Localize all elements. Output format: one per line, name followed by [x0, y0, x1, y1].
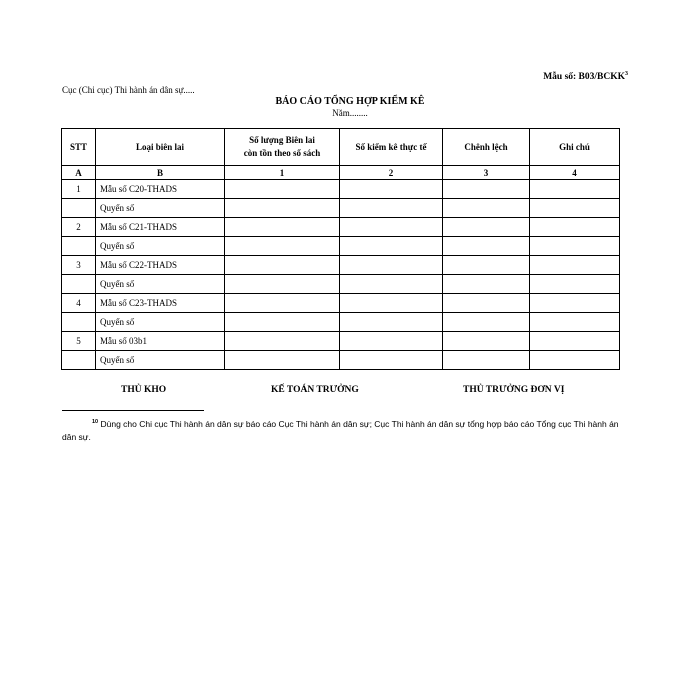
row-notes	[530, 256, 620, 275]
row-receipt-type: Quyển số	[96, 237, 225, 256]
row-stt	[62, 199, 96, 218]
table-row	[62, 199, 620, 218]
footnote-text: Dùng cho Chi cục Thi hành án dân sự báo cáo Cục Thi hành án dân sự; Cục Thi hành án dân sự tổng hợp báo cáo Tổng cục Thi hành án dân sự.	[62, 418, 619, 442]
row-actual-count	[340, 332, 443, 351]
row-book-balance	[225, 180, 340, 199]
header-difference: Chênh lệch	[443, 129, 530, 166]
row-receipt-type: Mẫu số C23-THADS	[96, 294, 225, 313]
row-book-balance	[225, 218, 340, 237]
row-difference	[443, 199, 530, 218]
row-notes	[530, 294, 620, 313]
row-actual-count	[340, 351, 443, 370]
row-difference	[443, 275, 530, 294]
table-row	[62, 218, 620, 237]
row-actual-count	[340, 237, 443, 256]
row-notes	[530, 199, 620, 218]
table-row	[62, 313, 620, 332]
row-book-balance	[225, 275, 340, 294]
code-cell: 3	[443, 166, 530, 180]
header-receipt-type: Loại biên lai	[96, 129, 225, 166]
row-receipt-type: Mẫu số C21-THADS	[96, 218, 225, 237]
agency-name: Cục (Chi cục) Thi hành án dân sự.....	[62, 85, 195, 95]
row-stt: 5	[62, 332, 96, 351]
header-stt: STT	[62, 129, 96, 166]
row-difference	[443, 218, 530, 237]
row-notes	[530, 180, 620, 199]
header-book-balance	[225, 129, 340, 166]
row-difference	[443, 351, 530, 370]
row-actual-count	[340, 294, 443, 313]
table-row	[62, 294, 620, 313]
row-stt: 3	[62, 256, 96, 275]
footnote-separator	[62, 410, 204, 411]
row-actual-count	[340, 199, 443, 218]
row-receipt-type: Mẫu số 03b1	[96, 332, 225, 351]
row-book-balance	[225, 256, 340, 275]
code-cell: 4	[530, 166, 620, 180]
row-notes	[530, 313, 620, 332]
row-difference	[443, 332, 530, 351]
table-row	[62, 256, 620, 275]
row-stt: 2	[62, 218, 96, 237]
row-receipt-type: Mẫu số C20-THADS	[96, 180, 225, 199]
report-year: Năm........	[332, 108, 368, 118]
table-row	[62, 351, 620, 370]
row-book-balance	[225, 237, 340, 256]
header-notes: Ghi chú	[530, 129, 620, 166]
row-stt	[62, 313, 96, 332]
report-title: BÁO CÁO TỔNG HỢP KIỂM KÊ	[275, 96, 425, 107]
header-book-balance-line2: còn tồn theo sổ sách	[243, 148, 321, 158]
row-receipt-type: Quyển số	[96, 199, 225, 218]
row-stt	[62, 351, 96, 370]
row-book-balance	[225, 294, 340, 313]
row-book-balance	[225, 199, 340, 218]
row-receipt-type: Quyển số	[96, 313, 225, 332]
form-code: Mẫu số: B03/BCKK$^3$	[543, 71, 628, 83]
row-actual-count	[340, 313, 443, 332]
code-cell: B	[96, 166, 225, 180]
row-notes	[530, 351, 620, 370]
row-difference	[443, 256, 530, 275]
row-stt	[62, 275, 96, 294]
row-notes	[530, 275, 620, 294]
row-stt: 4	[62, 294, 96, 313]
row-book-balance	[225, 332, 340, 351]
signature-head-of-unit: THỦ TRƯỞNG ĐƠN VỊ	[463, 385, 565, 395]
table-row	[62, 275, 620, 294]
footnote-marker: 10	[92, 419, 99, 425]
form-code-note-marker: 3	[625, 71, 628, 77]
footnote	[62, 416, 634, 444]
table-header-row	[62, 129, 620, 166]
table-row	[62, 180, 620, 199]
header-book-balance-line1: Số lượng Biên lai	[249, 135, 315, 145]
signature-storekeeper: THỦ KHO	[121, 385, 167, 395]
row-book-balance	[225, 351, 340, 370]
row-receipt-type: Mẫu số C22-THADS	[96, 256, 225, 275]
signature-chief-accountant: KẾ TOÁN TRƯỞNG	[271, 385, 359, 395]
row-actual-count	[340, 275, 443, 294]
row-actual-count	[340, 256, 443, 275]
row-actual-count	[340, 180, 443, 199]
row-difference	[443, 180, 530, 199]
table-row	[62, 332, 620, 351]
row-notes	[530, 237, 620, 256]
header-actual-count: Số kiểm kê thực tế	[340, 129, 443, 166]
row-difference	[443, 294, 530, 313]
inventory-summary-table	[61, 128, 620, 370]
column-code-row	[62, 166, 620, 180]
row-stt	[62, 237, 96, 256]
row-difference	[443, 313, 530, 332]
row-notes	[530, 332, 620, 351]
row-difference	[443, 237, 530, 256]
row-stt: 1	[62, 180, 96, 199]
row-book-balance	[225, 313, 340, 332]
row-notes	[530, 218, 620, 237]
code-cell: 2	[340, 166, 443, 180]
row-receipt-type: Quyển số	[96, 351, 225, 370]
table-row	[62, 237, 620, 256]
code-cell: A	[62, 166, 96, 180]
row-actual-count	[340, 218, 443, 237]
code-cell: 1	[225, 166, 340, 180]
row-receipt-type: Quyển số	[96, 275, 225, 294]
